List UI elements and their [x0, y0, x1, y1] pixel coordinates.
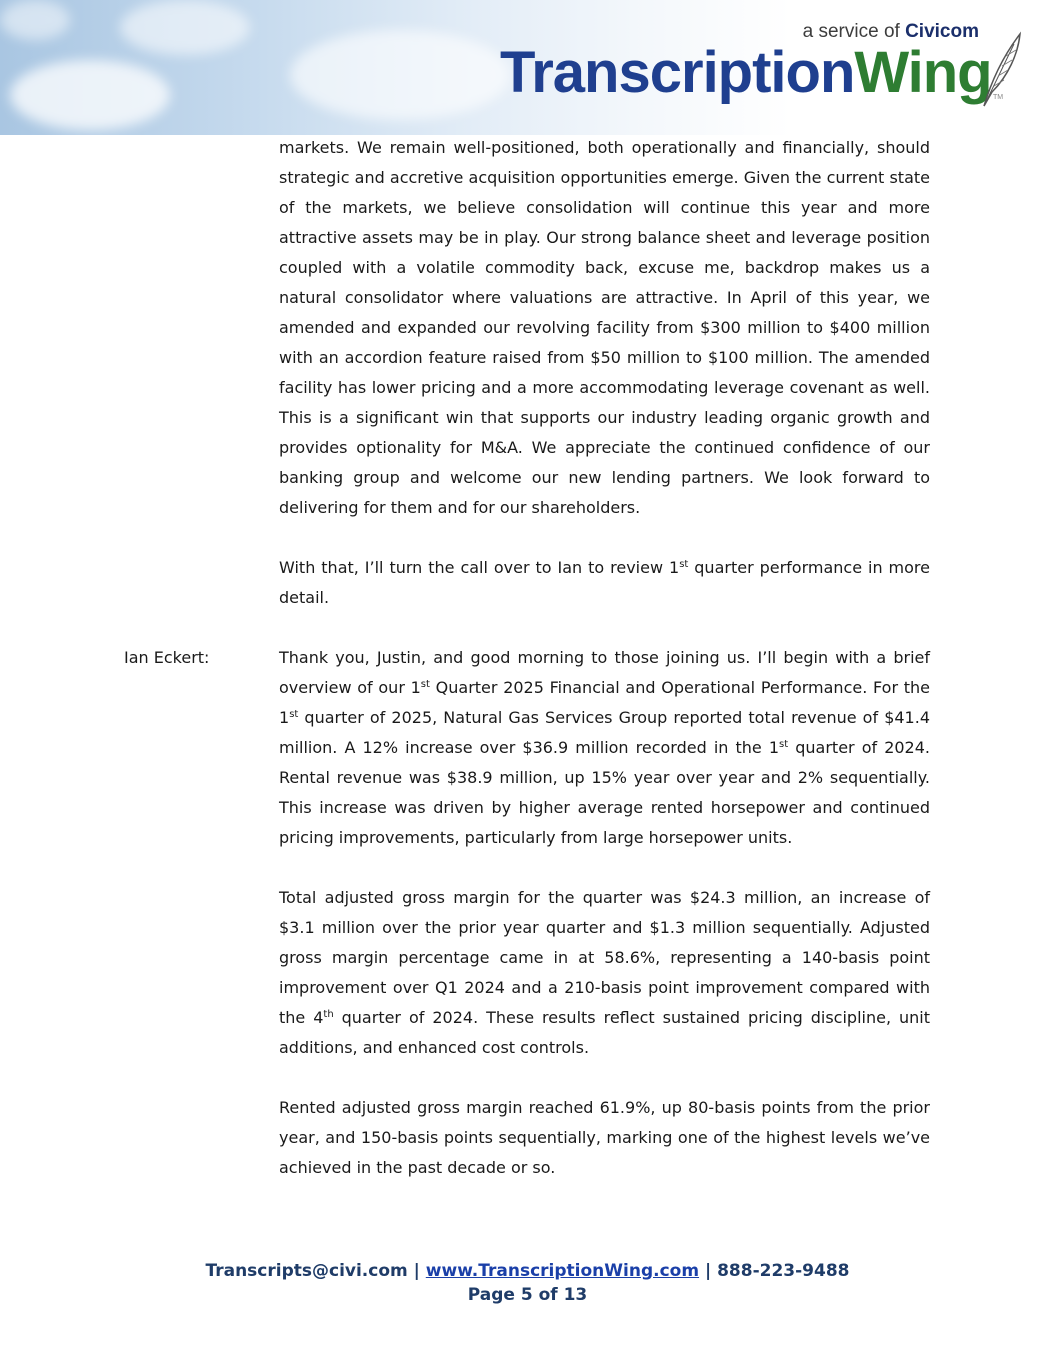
page-footer: [0, 1259, 1055, 1307]
transcript-paragraph: [279, 883, 930, 1063]
ordinal-superscript: st: [420, 679, 430, 690]
footer-email: Transcripts@civi.com: [205, 1261, 408, 1281]
sky-cloud: [120, 0, 250, 55]
footer-contact-line: [0, 1259, 1055, 1283]
sky-cloud: [0, 0, 70, 40]
service-prefix: a service of: [802, 21, 906, 42]
ordinal-superscript: st: [779, 739, 789, 750]
footer-separator: |: [407, 1261, 426, 1281]
sky-cloud: [290, 30, 510, 120]
header-banner: [0, 0, 1055, 135]
logo-part-wing: Wing: [854, 40, 992, 105]
text-segment: quarter of 2024. These results reflect sustained pricing discipline, unit additions, and enhanced cost controls.: [279, 1008, 930, 1057]
civicom-brand: Civicom: [905, 21, 979, 42]
text-segment: Total adjusted gross margin for the quarter was $24.3 million, an increase of $3.1 million over the prior year quarter and $1.3 million sequentially. Adjusted gross margin percentage came in at 58.6%, representing a 140-basis point improvement over Q1 2024 and a 210-basis point improvement compared with the 4: [279, 888, 930, 1027]
text-segment: Quarter 2025 Financial and Operational Performance. For the 1: [279, 678, 930, 727]
text-segment: quarter of 2025, Natural Gas Services Group reported total revenue of $41.4 million. A 12% increase over $36.9 million recorded in the 1: [279, 708, 930, 757]
sky-cloud: [10, 60, 170, 130]
footer-separator: |: [699, 1261, 718, 1281]
text-segment: With that, I’ll turn the call over to Ian to review 1: [279, 558, 680, 577]
transcript-paragraph: Rented adjusted gross margin reached 61.9%, up 80-basis points from the prior year, and 150-basis points sequentially, marking one of the highest levels we’ve achieved in the past decade or so.: [279, 1098, 930, 1177]
ordinal-superscript: st: [679, 559, 689, 570]
ordinal-superscript: th: [323, 1009, 334, 1020]
speaker-name: Ian Eckert:: [124, 648, 210, 667]
trademark-mark: TM: [993, 94, 1004, 101]
footer-phone: 888-223-9488: [717, 1261, 850, 1281]
page-number: Page 5 of 13: [467, 1285, 588, 1305]
text-segment: quarter performance in more detail.: [279, 558, 930, 607]
transcriptionwing-logo: [500, 40, 992, 105]
ordinal-superscript: st: [289, 709, 299, 720]
footer-website-link[interactable]: www.TranscriptionWing.com: [425, 1261, 700, 1281]
logo-part-transcription: Transcription: [500, 40, 855, 105]
text-segment: quarter of 2024. Rental revenue was $38.9 million, up 15% year over year and 2% sequentially. This increase was driven by higher average rented horsepower and continued pricing improvements, particularly from large horsepower units.: [279, 738, 931, 847]
transcript-paragraph: [279, 643, 930, 853]
transcript-paragraph: [279, 553, 930, 613]
text-segment: Thank you, Justin, and good morning to those joining us. I’ll begin with a brief overview of our 1: [279, 648, 930, 697]
transcript-paragraph: markets. We remain well-positioned, both operationally and financially, should strategic and accretive acquisition opportunities emerge. Given the current state of the markets, we believe consolidation will continue this year and more attractive assets may be in play. Our strong balance sheet and leverage position coupled with a volatile commodity back, excuse me, backdrop makes us a natural consolidator where valuations are attractive. In April of this year, we amended and expanded our revolving facility from $300 million to $400 million with an accordion feature raised from $50 million to $100 million. The amended facility has lower pricing and a more accommodating leverage covenant as well. This is a significant win that supports our industry leading organic growth and provides optionality for M&A. We appreciate the continued confidence of our banking group and welcome our new lending partners. We look forward to delivering for them and for our shareholders.: [279, 138, 930, 517]
